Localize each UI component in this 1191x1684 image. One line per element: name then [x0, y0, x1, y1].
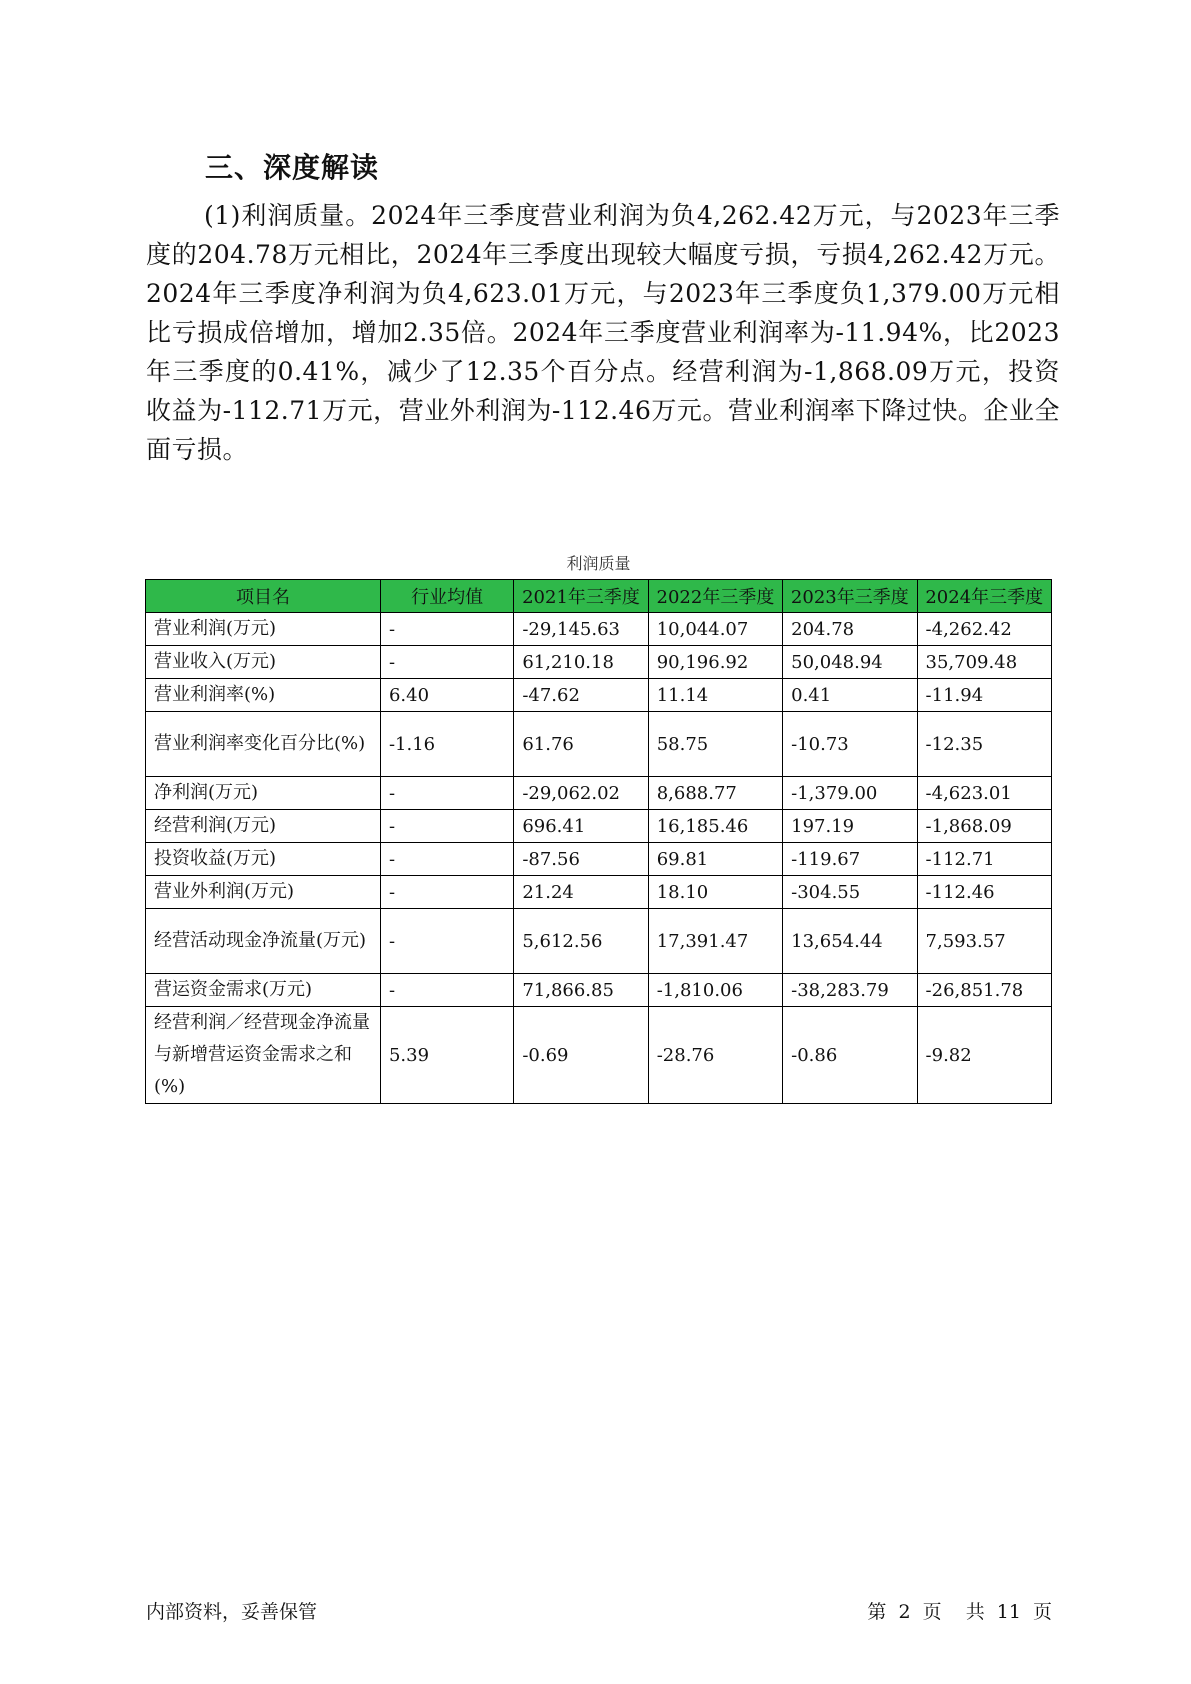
table-cell: -119.67 — [783, 843, 917, 876]
table-cell: 69.81 — [648, 843, 782, 876]
table-cell: 13,654.44 — [783, 909, 917, 974]
table-cell: -12.35 — [917, 712, 1051, 777]
row-label: 营业外利润(万元) — [146, 876, 381, 909]
table-cell: -112.46 — [917, 876, 1051, 909]
table-cell: -29,145.63 — [514, 613, 648, 646]
row-label: 营业利润率(%) — [146, 679, 381, 712]
table-cell: 0.41 — [783, 679, 917, 712]
page-number: 2 — [898, 1601, 911, 1623]
header-industry-average: 行业均值 — [380, 580, 513, 613]
table-row — [146, 909, 1052, 974]
table-cell: - — [380, 777, 513, 810]
table-cell: 11.14 — [648, 679, 782, 712]
table-cell: 17,391.47 — [648, 909, 782, 974]
table-cell: 204.78 — [783, 613, 917, 646]
table-cell: 10,044.07 — [648, 613, 782, 646]
profit-quality-table — [145, 579, 1052, 1104]
total-pages: 11 — [996, 1601, 1021, 1623]
table-cell: 61,210.18 — [514, 646, 648, 679]
footer-page-indicator — [861, 1597, 1052, 1624]
table-cell: -1,810.06 — [648, 974, 782, 1007]
row-label: 营业利润(万元) — [146, 613, 381, 646]
table-cell: -10.73 — [783, 712, 917, 777]
table-cell: 5.39 — [380, 1007, 513, 1104]
table-cell: - — [380, 909, 513, 974]
table-row — [146, 777, 1052, 810]
table-cell: 50,048.94 — [783, 646, 917, 679]
table-cell: 58.75 — [648, 712, 782, 777]
table-cell: - — [380, 613, 513, 646]
table-row — [146, 1007, 1052, 1104]
table-cell: -1,379.00 — [783, 777, 917, 810]
table-row — [146, 712, 1052, 777]
table-cell: 696.41 — [514, 810, 648, 843]
table-row — [146, 876, 1052, 909]
page-prefix: 第 — [867, 1601, 887, 1623]
table-cell: 5,612.56 — [514, 909, 648, 974]
table-cell: 61.76 — [514, 712, 648, 777]
table-row — [146, 843, 1052, 876]
table-cell: -4,262.42 — [917, 613, 1051, 646]
header-2021-q3: 2021年三季度 — [514, 580, 648, 613]
table-cell: 6.40 — [380, 679, 513, 712]
row-label: 营运资金需求(万元) — [146, 974, 381, 1007]
total-prefix: 共 — [965, 1601, 985, 1623]
table-cell: - — [380, 843, 513, 876]
table-row — [146, 810, 1052, 843]
footer-confidential-note: 内部资料，妥善保管 — [146, 1601, 318, 1623]
table-cell: 8,688.77 — [648, 777, 782, 810]
table-cell: -0.86 — [783, 1007, 917, 1104]
table-cell: 197.19 — [783, 810, 917, 843]
table-cell: - — [380, 974, 513, 1007]
table-cell: 90,196.92 — [648, 646, 782, 679]
table-cell: -9.82 — [917, 1007, 1051, 1104]
row-label: 营业利润率变化百分比(%) — [146, 712, 381, 777]
table-cell: 16,185.46 — [648, 810, 782, 843]
table-cell: -304.55 — [783, 876, 917, 909]
table-cell: -0.69 — [514, 1007, 648, 1104]
table-cell: -29,062.02 — [514, 777, 648, 810]
page-unit: 页 — [922, 1601, 942, 1623]
table-cell: -11.94 — [917, 679, 1051, 712]
row-label: 净利润(万元) — [146, 777, 381, 810]
table-cell: -4,623.01 — [917, 777, 1051, 810]
table-header-row — [146, 580, 1052, 613]
table-cell: 7,593.57 — [917, 909, 1051, 974]
header-item-name: 项目名 — [146, 580, 381, 613]
table-caption: 利润质量 — [566, 554, 631, 573]
table-cell: 18.10 — [648, 876, 782, 909]
row-label: 经营利润／经营现金净流量与新增营运资金需求之和(%) — [146, 1007, 381, 1104]
section-title: 三、深度解读 — [205, 151, 380, 184]
row-label: 投资收益(万元) — [146, 843, 381, 876]
table-cell: -26,851.78 — [917, 974, 1051, 1007]
table-cell: - — [380, 646, 513, 679]
table-cell: -47.62 — [514, 679, 648, 712]
row-label: 经营活动现金净流量(万元) — [146, 909, 381, 974]
table-row — [146, 646, 1052, 679]
table-cell: 35,709.48 — [917, 646, 1051, 679]
table-cell: -1.16 — [380, 712, 513, 777]
table-row — [146, 613, 1052, 646]
header-2023-q3: 2023年三季度 — [783, 580, 917, 613]
row-label: 营业收入(万元) — [146, 646, 381, 679]
header-2024-q3: 2024年三季度 — [917, 580, 1051, 613]
table-cell: -28.76 — [648, 1007, 782, 1104]
row-label: 经营利润(万元) — [146, 810, 381, 843]
table-cell: 71,866.85 — [514, 974, 648, 1007]
body-paragraph: (1)利润质量。2024年三季度营业利润为负4,262.42万元，与2023年三季度的204.78万元相比，2024年三季度出现较大幅度亏损，亏损4,262.42万元。 2024年三季度净利润为负4,623.01万元，与2023年三季度负1,379.00万元相比亏损成倍增加，增加2.35倍。2024年三季度营业利润率为-11.94%，比2023年三季度的0.41%，减少了12.35个百分点。经营利润为-1,868.09万元，投资收益为-112.71万元，营业外利润为-112.46万元。营业利润率下降过快。企业全面亏损。 — [146, 201, 1060, 464]
header-2022-q3: 2022年三季度 — [648, 580, 782, 613]
table-cell: - — [380, 876, 513, 909]
table-row — [146, 974, 1052, 1007]
table-cell: -87.56 — [514, 843, 648, 876]
table-cell: 21.24 — [514, 876, 648, 909]
table-cell: - — [380, 810, 513, 843]
table-cell: -112.71 — [917, 843, 1051, 876]
table-cell: -38,283.79 — [783, 974, 917, 1007]
table-cell: -1,868.09 — [917, 810, 1051, 843]
total-unit: 页 — [1032, 1601, 1052, 1623]
table-row — [146, 679, 1052, 712]
